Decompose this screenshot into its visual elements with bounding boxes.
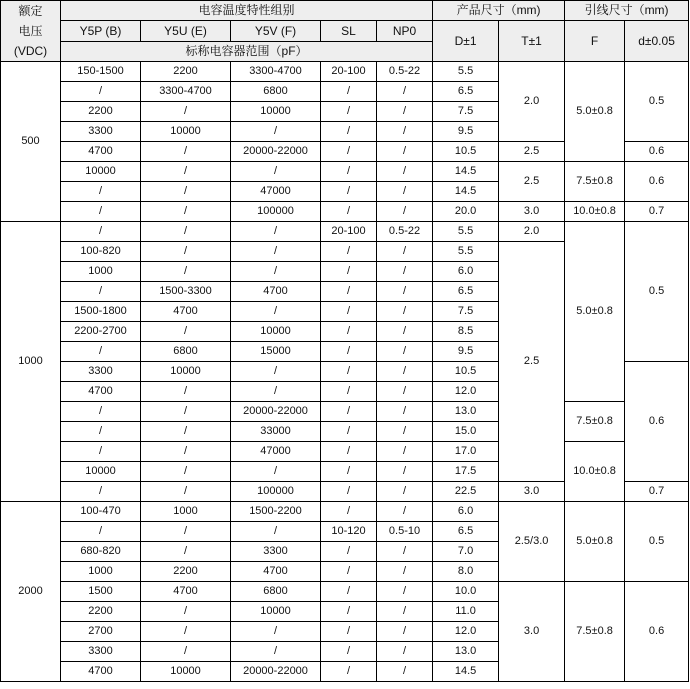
diameter-cell: 7.5 — [433, 302, 499, 322]
y5p-cell: 680-820 — [61, 542, 141, 562]
sl-cell: / — [321, 282, 377, 302]
column-header-lead-diameter: d±0.05 — [625, 21, 689, 62]
np0-cell: / — [377, 542, 433, 562]
np0-cell: / — [377, 182, 433, 202]
y5p-cell: / — [61, 82, 141, 102]
y5p-cell: 3300 — [61, 122, 141, 142]
y5v-cell: / — [231, 162, 321, 182]
y5v-cell: 4700 — [231, 282, 321, 302]
y5p-cell: / — [61, 442, 141, 462]
np0-cell: / — [377, 142, 433, 162]
y5v-cell: 10000 — [231, 602, 321, 622]
diameter-cell: 10.0 — [433, 582, 499, 602]
sl-cell: / — [321, 82, 377, 102]
y5v-cell: / — [231, 382, 321, 402]
y5u-cell: 4700 — [141, 302, 231, 322]
lead-diameter-cell: 0.7 — [625, 202, 689, 222]
thickness-cell: 2.5 — [499, 242, 565, 482]
sl-cell: / — [321, 502, 377, 522]
temperature-group-header: 电容温度特性组别 — [61, 1, 433, 21]
thickness-cell: 3.0 — [499, 202, 565, 222]
y5v-cell: 4700 — [231, 562, 321, 582]
diameter-cell: 12.0 — [433, 382, 499, 402]
np0-cell: / — [377, 422, 433, 442]
lead-size-header: 引线尺寸（mm) — [565, 1, 689, 21]
np0-cell: / — [377, 282, 433, 302]
lead-spacing-cell: 7.5±0.8 — [565, 402, 625, 442]
np0-cell: 0.5-22 — [377, 62, 433, 82]
sl-cell: / — [321, 582, 377, 602]
y5v-cell: / — [231, 222, 321, 242]
thickness-cell: 2.0 — [499, 222, 565, 242]
thickness-cell: 2.5/3.0 — [499, 502, 565, 582]
y5v-cell: / — [231, 122, 321, 142]
diameter-cell: 6.5 — [433, 82, 499, 102]
y5u-cell: 3300-4700 — [141, 82, 231, 102]
y5p-cell: 150-1500 — [61, 62, 141, 82]
y5v-cell: / — [231, 622, 321, 642]
sl-cell: / — [321, 542, 377, 562]
rated-voltage-header-line-3: (VDC) — [13, 44, 48, 58]
np0-cell: / — [377, 162, 433, 182]
table-row — [1, 202, 689, 222]
lead-diameter-cell: 0.5 — [625, 222, 689, 362]
y5u-cell: 4700 — [141, 582, 231, 602]
y5u-cell: / — [141, 322, 231, 342]
y5v-cell: 20000-22000 — [231, 662, 321, 682]
sl-cell: / — [321, 322, 377, 342]
sl-cell: / — [321, 602, 377, 622]
y5p-cell: 100-470 — [61, 502, 141, 522]
column-header-sl: SL — [321, 21, 377, 42]
sl-cell: / — [321, 482, 377, 502]
y5v-cell: 10000 — [231, 102, 321, 122]
y5p-cell: 2700 — [61, 622, 141, 642]
lead-diameter-cell: 0.7 — [625, 482, 689, 502]
diameter-cell: 9.5 — [433, 342, 499, 362]
product-size-header: 产品尺寸（mm) — [433, 1, 565, 21]
y5u-cell: 2200 — [141, 62, 231, 82]
diameter-cell: 14.5 — [433, 182, 499, 202]
table-row — [1, 442, 689, 462]
diameter-cell: 12.0 — [433, 622, 499, 642]
rated-voltage-header-line-1: 额定 — [18, 4, 43, 18]
y5u-cell: / — [141, 642, 231, 662]
sl-cell: / — [321, 302, 377, 322]
y5u-cell: / — [141, 142, 231, 162]
y5u-cell: / — [141, 382, 231, 402]
y5v-cell: 100000 — [231, 482, 321, 502]
diameter-cell: 14.5 — [433, 662, 499, 682]
y5u-cell: / — [141, 182, 231, 202]
y5v-cell: / — [231, 522, 321, 542]
table-row — [1, 62, 689, 82]
lead-spacing-cell: 10.0±0.8 — [565, 202, 625, 222]
y5p-cell: 4700 — [61, 662, 141, 682]
sl-cell: / — [321, 422, 377, 442]
diameter-cell: 11.0 — [433, 602, 499, 622]
np0-cell: / — [377, 82, 433, 102]
y5v-cell: 10000 — [231, 322, 321, 342]
column-header-lead-spacing: F — [565, 21, 625, 62]
np0-cell: / — [377, 402, 433, 422]
np0-cell: / — [377, 102, 433, 122]
y5p-cell: / — [61, 422, 141, 442]
np0-cell: / — [377, 242, 433, 262]
diameter-cell: 9.5 — [433, 122, 499, 142]
y5p-cell: 3300 — [61, 362, 141, 382]
np0-cell: / — [377, 622, 433, 642]
y5v-cell: / — [231, 462, 321, 482]
diameter-cell: 5.5 — [433, 242, 499, 262]
y5p-cell: 10000 — [61, 462, 141, 482]
diameter-cell: 20.0 — [433, 202, 499, 222]
diameter-cell: 15.0 — [433, 422, 499, 442]
diameter-cell: 5.5 — [433, 62, 499, 82]
y5p-cell: / — [61, 522, 141, 542]
y5v-cell: 100000 — [231, 202, 321, 222]
np0-cell: / — [377, 642, 433, 662]
y5v-cell: 47000 — [231, 182, 321, 202]
y5v-cell: 6800 — [231, 582, 321, 602]
sl-cell: / — [321, 362, 377, 382]
sl-cell: 20-100 — [321, 222, 377, 242]
sl-cell: / — [321, 402, 377, 422]
y5u-cell: / — [141, 402, 231, 422]
np0-cell: / — [377, 582, 433, 602]
y5p-cell: 3300 — [61, 642, 141, 662]
np0-cell: 0.5-22 — [377, 222, 433, 242]
y5p-cell: 1000 — [61, 562, 141, 582]
column-header-y5v: Y5V (F) — [231, 21, 321, 42]
sl-cell: / — [321, 182, 377, 202]
voltage-cell: 500 — [1, 62, 61, 222]
lead-diameter-cell: 0.5 — [625, 502, 689, 582]
y5v-cell: / — [231, 242, 321, 262]
column-header-thickness: T±1 — [499, 21, 565, 62]
y5p-cell: / — [61, 482, 141, 502]
sl-cell: / — [321, 462, 377, 482]
lead-diameter-cell: 0.6 — [625, 362, 689, 482]
np0-cell: / — [377, 362, 433, 382]
sl-cell: / — [321, 262, 377, 282]
y5u-cell: / — [141, 522, 231, 542]
y5u-cell: 6800 — [141, 342, 231, 362]
y5v-cell: / — [231, 362, 321, 382]
y5u-cell: / — [141, 462, 231, 482]
np0-cell: / — [377, 302, 433, 322]
y5v-cell: 20000-22000 — [231, 142, 321, 162]
thickness-cell: 3.0 — [499, 582, 565, 682]
y5v-cell: 47000 — [231, 442, 321, 462]
y5p-cell: 4700 — [61, 382, 141, 402]
y5u-cell: / — [141, 622, 231, 642]
y5u-cell: 1000 — [141, 502, 231, 522]
y5u-cell: / — [141, 222, 231, 242]
diameter-cell: 6.0 — [433, 502, 499, 522]
sl-cell: / — [321, 162, 377, 182]
voltage-cell: 1000 — [1, 222, 61, 502]
y5p-cell: / — [61, 342, 141, 362]
y5v-cell: 33000 — [231, 422, 321, 442]
np0-cell: / — [377, 122, 433, 142]
y5u-cell: / — [141, 422, 231, 442]
y5u-cell: / — [141, 482, 231, 502]
sl-cell: / — [321, 642, 377, 662]
table-row — [1, 582, 689, 602]
y5p-cell: 100-820 — [61, 242, 141, 262]
sl-cell: / — [321, 122, 377, 142]
y5p-cell: / — [61, 282, 141, 302]
sl-cell: / — [321, 142, 377, 162]
diameter-cell: 14.5 — [433, 162, 499, 182]
diameter-cell: 8.5 — [433, 322, 499, 342]
y5p-cell: 2200-2700 — [61, 322, 141, 342]
table-row — [1, 162, 689, 182]
y5v-cell: 6800 — [231, 82, 321, 102]
table-row — [1, 402, 689, 422]
sl-cell: / — [321, 242, 377, 262]
column-header-y5p: Y5P (B) — [61, 21, 141, 42]
y5u-cell: / — [141, 162, 231, 182]
diameter-cell: 6.0 — [433, 262, 499, 282]
sl-cell: / — [321, 382, 377, 402]
capacitance-range-header: 标称电容器范围（pF） — [61, 42, 433, 62]
y5u-cell: / — [141, 442, 231, 462]
np0-cell: / — [377, 382, 433, 402]
y5v-cell: / — [231, 262, 321, 282]
y5p-cell: / — [61, 182, 141, 202]
np0-cell: / — [377, 442, 433, 462]
y5v-cell: 1500-2200 — [231, 502, 321, 522]
y5u-cell: / — [141, 542, 231, 562]
lead-spacing-cell: 7.5±0.8 — [565, 162, 625, 202]
y5p-cell: 10000 — [61, 162, 141, 182]
y5v-cell: 3300 — [231, 542, 321, 562]
diameter-cell: 6.5 — [433, 282, 499, 302]
np0-cell: / — [377, 502, 433, 522]
y5u-cell: 10000 — [141, 362, 231, 382]
sl-cell: 20-100 — [321, 62, 377, 82]
np0-cell: / — [377, 482, 433, 502]
lead-spacing-cell: 7.5±0.8 — [565, 582, 625, 682]
y5u-cell: / — [141, 242, 231, 262]
np0-cell: / — [377, 202, 433, 222]
lead-diameter-cell: 0.5 — [625, 62, 689, 142]
diameter-cell: 5.5 — [433, 222, 499, 242]
sl-cell: 10-120 — [321, 522, 377, 542]
sl-cell: / — [321, 442, 377, 462]
y5p-cell: 1500 — [61, 582, 141, 602]
y5p-cell: 2200 — [61, 602, 141, 622]
thickness-cell: 3.0 — [499, 482, 565, 502]
np0-cell: / — [377, 602, 433, 622]
column-header-y5u: Y5U (E) — [141, 21, 231, 42]
np0-cell: / — [377, 462, 433, 482]
sl-cell: / — [321, 342, 377, 362]
diameter-cell: 7.5 — [433, 102, 499, 122]
np0-cell: / — [377, 662, 433, 682]
y5u-cell: 2200 — [141, 562, 231, 582]
rated-voltage-header — [1, 1, 61, 62]
thickness-cell: 2.5 — [499, 142, 565, 162]
lead-spacing-cell: 5.0±0.8 — [565, 222, 625, 402]
y5p-cell: / — [61, 202, 141, 222]
lead-spacing-cell: 10.0±0.8 — [565, 442, 625, 502]
table-row — [1, 222, 689, 242]
np0-cell: / — [377, 322, 433, 342]
sl-cell: / — [321, 662, 377, 682]
y5u-cell: 10000 — [141, 122, 231, 142]
diameter-cell: 17.5 — [433, 462, 499, 482]
sl-cell: / — [321, 102, 377, 122]
sl-cell: / — [321, 622, 377, 642]
voltage-cell: 2000 — [1, 502, 61, 682]
diameter-cell: 13.0 — [433, 402, 499, 422]
column-header-np0: NP0 — [377, 21, 433, 42]
y5p-cell: / — [61, 222, 141, 242]
np0-cell: / — [377, 562, 433, 582]
y5p-cell: 2200 — [61, 102, 141, 122]
column-header-diameter: D±1 — [433, 21, 499, 62]
np0-cell: / — [377, 342, 433, 362]
y5u-cell: / — [141, 102, 231, 122]
lead-diameter-cell: 0.6 — [625, 582, 689, 682]
lead-spacing-cell: 5.0±0.8 — [565, 62, 625, 162]
y5v-cell: 15000 — [231, 342, 321, 362]
lead-diameter-cell: 0.6 — [625, 142, 689, 162]
y5p-cell: / — [61, 402, 141, 422]
y5u-cell: / — [141, 602, 231, 622]
diameter-cell: 6.5 — [433, 522, 499, 542]
y5v-cell: / — [231, 642, 321, 662]
np0-cell: / — [377, 262, 433, 282]
diameter-cell: 8.0 — [433, 562, 499, 582]
y5p-cell: 1000 — [61, 262, 141, 282]
diameter-cell: 22.5 — [433, 482, 499, 502]
diameter-cell: 13.0 — [433, 642, 499, 662]
lead-diameter-cell: 0.6 — [625, 162, 689, 202]
y5v-cell: / — [231, 302, 321, 322]
sl-cell: / — [321, 562, 377, 582]
lead-spacing-cell: 5.0±0.8 — [565, 502, 625, 582]
table-row — [1, 502, 689, 522]
y5u-cell: / — [141, 262, 231, 282]
thickness-cell: 2.5 — [499, 162, 565, 202]
y5p-cell: 1500-1800 — [61, 302, 141, 322]
y5v-cell: 3300-4700 — [231, 62, 321, 82]
diameter-cell: 10.5 — [433, 362, 499, 382]
diameter-cell: 7.0 — [433, 542, 499, 562]
y5u-cell: 10000 — [141, 662, 231, 682]
thickness-cell: 2.0 — [499, 62, 565, 142]
y5u-cell: / — [141, 202, 231, 222]
y5v-cell: 20000-22000 — [231, 402, 321, 422]
rated-voltage-header-line-2: 电压 — [18, 24, 43, 38]
diameter-cell: 10.5 — [433, 142, 499, 162]
y5p-cell: 4700 — [61, 142, 141, 162]
np0-cell: 0.5-10 — [377, 522, 433, 542]
sl-cell: / — [321, 202, 377, 222]
diameter-cell: 17.0 — [433, 442, 499, 462]
y5u-cell: 1500-3300 — [141, 282, 231, 302]
